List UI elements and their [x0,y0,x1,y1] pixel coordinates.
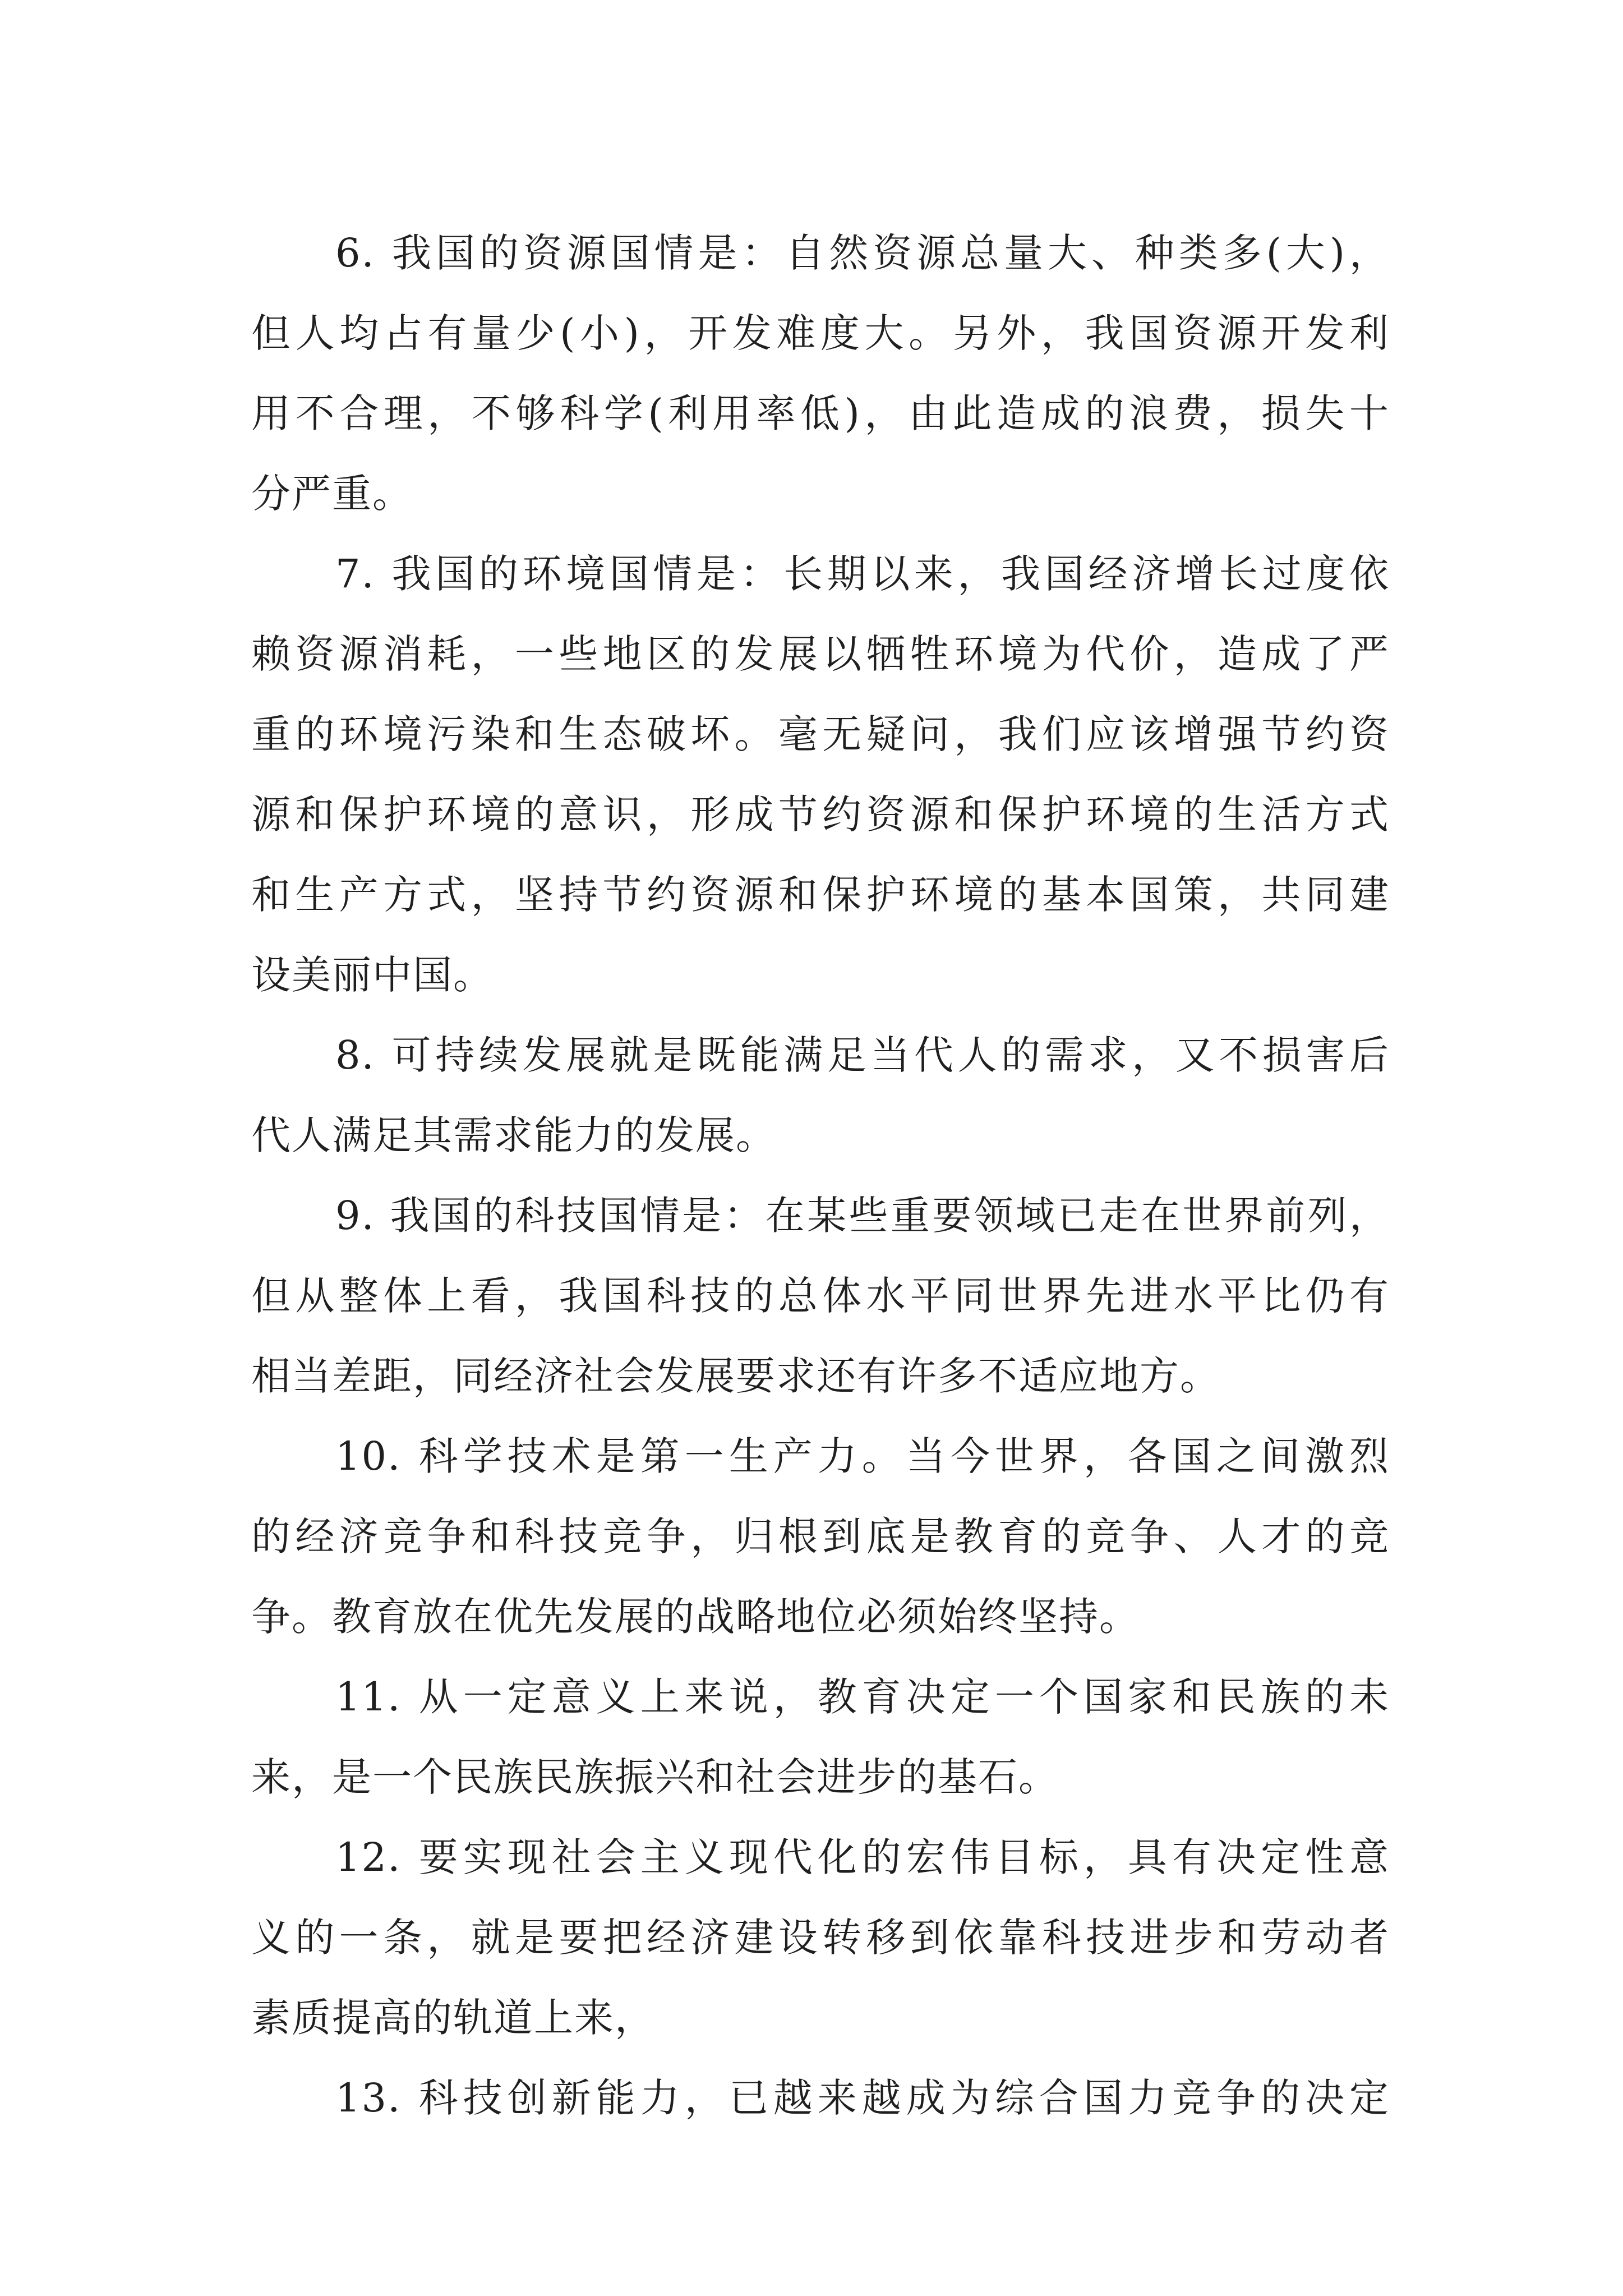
paragraph-10-line-2: 的经济竞争和科技竞争，归根到底是教育的竞争、人才的竞 [251,1513,1390,1559]
paragraph-7-line-2: 赖资源消耗，一些地区的发展以牺牲环境为代价，造成了严 [251,631,1390,677]
paragraph-11-line-2: 来，是一个民族民族振兴和社会进步的基石。 [251,1754,1059,1800]
paragraph-6-line-3: 用不合理，不够科学(利用率低)，由此造成的浪费，损失十 [251,390,1390,436]
paragraph-12-line-2: 义的一条，就是要把经济建设转移到依靠科技进步和劳动者 [251,1915,1390,1961]
paragraph-9-line-2: 但从整体上看，我国科技的总体水平同世界先进水平比仍有 [251,1273,1390,1319]
paragraph-8-line-1: 8. 可持续发展就是既能满足当代人的需求，又不损害后 [335,1032,1390,1078]
paragraph-12-line-3: 素质提高的轨道上来， [251,1995,655,2041]
paragraph-6-line-1: 6. 我国的资源国情是：自然资源总量大、种类多(大)， [335,230,1390,276]
paragraph-11-line-1: 11. 从一定意义上来说，教育决定一个国家和民族的未 [335,1674,1390,1720]
paragraph-9-line-3: 相当差距，同经济社会发展要求还有许多不适应地方。 [251,1353,1220,1399]
paragraph-10-line-3: 争。教育放在优先发展的战略地位必须始终坚持。 [251,1594,1140,1640]
paragraph-12-line-1: 12. 要实现社会主义现代化的宏伟目标，具有决定性意 [335,1834,1390,1880]
paragraph-13-line-1: 13. 科技创新能力，已越来越成为综合国力竞争的决定 [335,2075,1390,2121]
paragraph-7-line-3: 重的环境污染和生态破坏。毫无疑问，我们应该增强节约资 [251,711,1390,757]
paragraph-7-line-6: 设美丽中国。 [251,952,494,998]
paragraph-7-line-5: 和生产方式，坚持节约资源和保护环境的基本国策，共同建 [251,872,1390,918]
paragraph-8-line-2: 代人满足其需求能力的发展。 [251,1112,776,1158]
body-text [251,213,1390,2138]
paragraph-10-line-1: 10. 科学技术是第一生产力。当今世界，各国之间激烈 [335,1433,1390,1479]
paragraph-6-line-2: 但人均占有量少(小)，开发难度大。另外，我国资源开发利 [251,310,1390,356]
paragraph-6-line-4: 分严重。 [251,471,413,517]
paragraph-7-line-1: 7. 我国的环境国情是：长期以来，我国经济增长过度依 [335,551,1390,597]
paragraph-7-line-4: 源和保护环境的意识，形成节约资源和保护环境的生活方式 [251,792,1390,838]
paragraph-9-line-1: 9. 我国的科技国情是：在某些重要领域已走在世界前列， [335,1193,1390,1239]
